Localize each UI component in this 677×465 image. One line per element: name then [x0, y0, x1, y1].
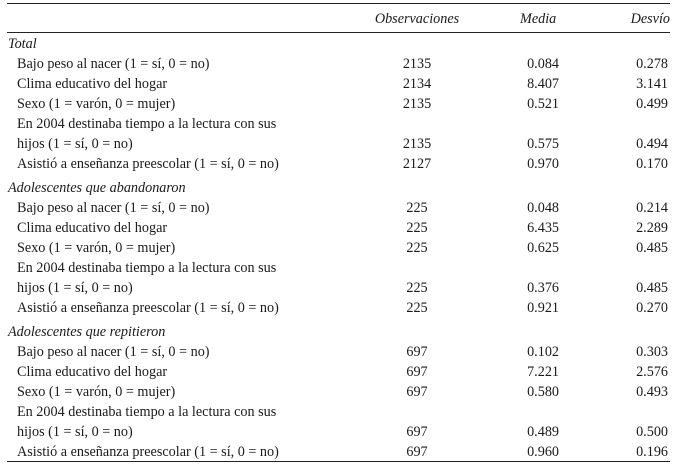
- row-label: Asistió a enseñanza preescolar (1 = sí, 0 = no): [17, 156, 279, 172]
- row-observations: 225: [406, 240, 428, 256]
- row-mean: 0.970: [527, 156, 559, 172]
- row-mean: 8.407: [527, 76, 559, 92]
- row-label: hijos (1 = sí, 0 = no): [17, 280, 133, 296]
- row-observations: 225: [406, 280, 428, 296]
- row-label: Sexo (1 = varón, 0 = mujer): [17, 240, 176, 256]
- row-observations: 697: [406, 344, 428, 360]
- table-row: [0, 362, 677, 382]
- row-observations: 697: [406, 444, 428, 460]
- row-label-line1: En 2004 destinaba tiempo a la lectura con sus: [17, 404, 277, 420]
- row-mean: 0.921: [527, 300, 559, 316]
- row-mean: 0.575: [527, 136, 559, 152]
- row-sd: 2.289: [636, 220, 668, 236]
- row-sd: 0.270: [636, 300, 668, 316]
- table-row: [0, 154, 677, 174]
- table-row: [0, 298, 677, 318]
- row-observations: 697: [406, 364, 428, 380]
- table-row: [0, 422, 677, 442]
- row-sd: 2.576: [636, 364, 668, 380]
- row-sd: 0.485: [636, 240, 668, 256]
- row-label: Asistió a enseñanza preescolar (1 = sí, 0 = no): [17, 444, 279, 460]
- row-observations: 225: [406, 200, 428, 216]
- table-row-label-continuation: [0, 114, 677, 134]
- row-label: hijos (1 = sí, 0 = no): [17, 136, 133, 152]
- header-observations: Observaciones: [374, 11, 460, 27]
- row-label: Clima educativo del hogar: [17, 364, 168, 380]
- row-mean: 0.960: [527, 444, 559, 460]
- table-row: [0, 218, 677, 238]
- row-label: Bajo peso al nacer (1 = sí, 0 = no): [17, 200, 210, 216]
- row-observations: 2135: [402, 136, 432, 152]
- section-title: Total: [8, 36, 37, 52]
- row-label: Sexo (1 = varón, 0 = mujer): [17, 384, 176, 400]
- table-row: [0, 74, 677, 94]
- table-row: [0, 134, 677, 154]
- row-sd: 0.170: [636, 156, 668, 172]
- row-mean: 0.084: [527, 56, 559, 72]
- row-sd: 0.500: [636, 424, 668, 440]
- section-title: Adolescentes que abandonaron: [8, 180, 186, 196]
- header-sd: Desvío: [630, 11, 670, 27]
- row-mean: 6.435: [527, 220, 559, 236]
- table-row: [0, 198, 677, 218]
- row-mean: 0.580: [527, 384, 559, 400]
- header-mean: Media: [520, 11, 557, 27]
- row-label: Bajo peso al nacer (1 = sí, 0 = no): [17, 56, 210, 72]
- table-row: [0, 94, 677, 114]
- row-mean: 0.489: [527, 424, 559, 440]
- row-label-line1: En 2004 destinaba tiempo a la lectura con sus: [17, 116, 277, 132]
- row-mean: 0.625: [527, 240, 559, 256]
- row-label: Bajo peso al nacer (1 = sí, 0 = no): [17, 344, 210, 360]
- row-mean: 0.102: [527, 344, 559, 360]
- row-label: Asistió a enseñanza preescolar (1 = sí, 0 = no): [17, 300, 279, 316]
- table-row: [0, 54, 677, 74]
- table-row: [0, 278, 677, 298]
- row-observations: 2135: [402, 96, 432, 112]
- row-label: Sexo (1 = varón, 0 = mujer): [17, 96, 176, 112]
- row-sd: 0.499: [636, 96, 668, 112]
- row-observations: 225: [406, 300, 428, 316]
- row-label-line1: En 2004 destinaba tiempo a la lectura con sus: [17, 260, 277, 276]
- section-title: Adolescentes que repitieron: [8, 324, 166, 340]
- row-observations: 697: [406, 384, 428, 400]
- row-observations: 697: [406, 424, 428, 440]
- header-bottom-rule: [7, 32, 670, 33]
- row-sd: 0.493: [636, 384, 668, 400]
- row-observations: 225: [406, 220, 428, 236]
- table-row-label-continuation: [0, 402, 677, 422]
- row-sd: 0.303: [636, 344, 668, 360]
- table-bottom-rule: [7, 461, 670, 462]
- row-sd: 0.485: [636, 280, 668, 296]
- table-row: [0, 238, 677, 258]
- row-label: Clima educativo del hogar: [17, 220, 168, 236]
- table-top-rule: [7, 3, 670, 4]
- table-row: [0, 382, 677, 402]
- table-row: [0, 442, 677, 462]
- row-mean: 0.376: [527, 280, 559, 296]
- row-sd: 0.214: [636, 200, 668, 216]
- row-mean: 0.048: [527, 200, 559, 216]
- table-row: [0, 342, 677, 362]
- row-mean: 7.221: [527, 364, 559, 380]
- row-sd: 3.141: [636, 76, 668, 92]
- row-label: hijos (1 = sí, 0 = no): [17, 424, 133, 440]
- row-label: Clima educativo del hogar: [17, 76, 168, 92]
- row-observations: 2135: [402, 56, 432, 72]
- row-sd: 0.494: [636, 136, 668, 152]
- row-sd: 0.196: [636, 444, 668, 460]
- table-row-label-continuation: [0, 258, 677, 278]
- row-sd: 0.278: [636, 56, 668, 72]
- row-observations: 2134: [402, 76, 432, 92]
- row-mean: 0.521: [527, 96, 559, 112]
- row-observations: 2127: [402, 156, 432, 172]
